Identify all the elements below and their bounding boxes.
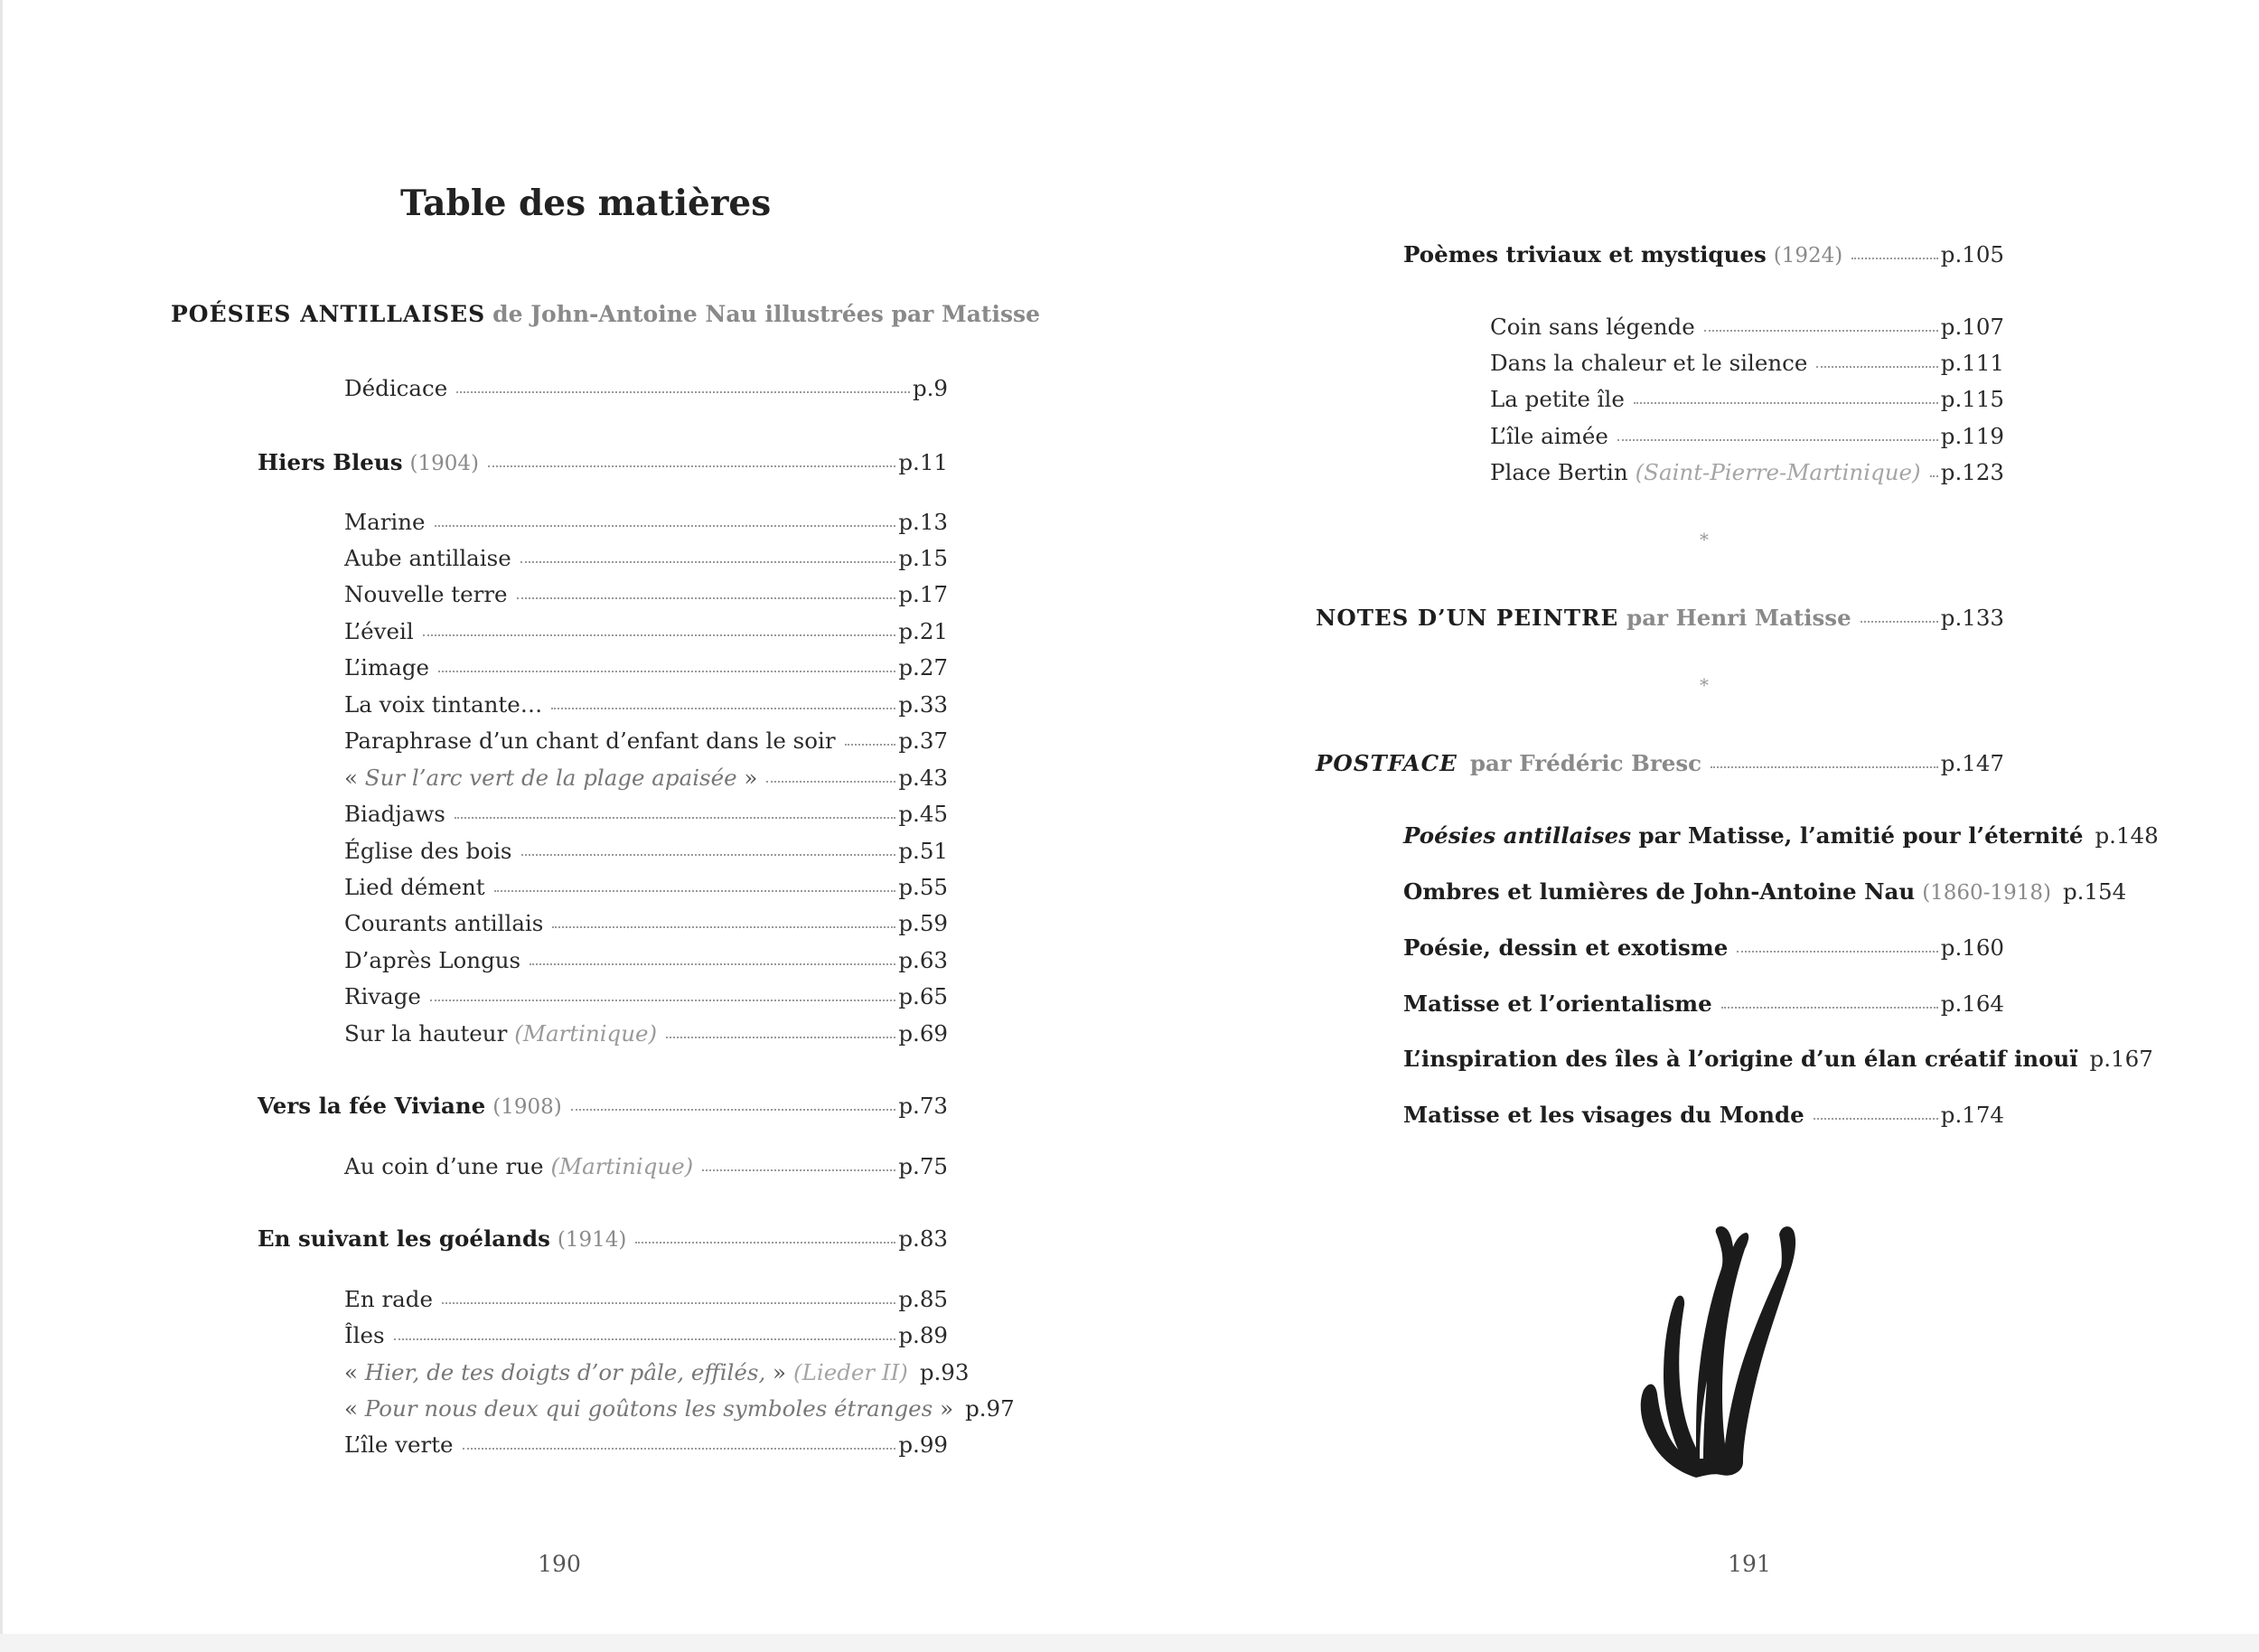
toc-entry-title: Coin sans légende bbox=[1490, 314, 1695, 340]
toc-entry-page: p.154 bbox=[2062, 878, 2127, 905]
toc-entry-page: p.147 bbox=[1940, 750, 2004, 776]
toc-entry-page: p.99 bbox=[898, 1431, 948, 1458]
toc-entry-title: Nouvelle terre bbox=[344, 581, 508, 607]
year: (1860-1918) bbox=[1922, 881, 2051, 905]
location-note: (Martinique) bbox=[514, 1020, 658, 1047]
toc-entry[interactable] bbox=[344, 872, 948, 903]
toc-entry-page: p.164 bbox=[1940, 990, 2004, 1017]
toc-entry[interactable] bbox=[344, 945, 948, 976]
dot-leader bbox=[1814, 1118, 1938, 1120]
toc-entry[interactable] bbox=[344, 799, 948, 830]
toc-entry[interactable] bbox=[344, 1394, 1015, 1424]
toc-entry[interactable] bbox=[344, 908, 948, 939]
dot-leader bbox=[456, 391, 910, 393]
toc-entry-title: Dédicace bbox=[344, 375, 448, 401]
toc-entry-title: L’inspiration des îles à l’origine d’un élan créatif inouï bbox=[1403, 1046, 2078, 1072]
dot-leader bbox=[488, 465, 895, 467]
toc-entry[interactable] bbox=[1490, 348, 2004, 379]
dot-leader bbox=[1930, 475, 1938, 477]
toc-entry-page: p.13 bbox=[898, 509, 948, 535]
toc-entry-title: La petite île bbox=[1490, 386, 1625, 412]
dot-leader bbox=[517, 597, 896, 599]
toc-entry-title: Biadjaws bbox=[344, 801, 445, 827]
toc-entry-notes-peintre[interactable] bbox=[1316, 603, 2004, 634]
toc-entry[interactable] bbox=[344, 1357, 970, 1388]
section-subtitle: de John-Antoine Nau illustrées par Matisse bbox=[492, 301, 1041, 327]
toc-entry[interactable] bbox=[1403, 821, 2159, 851]
dot-leader bbox=[521, 854, 896, 856]
toc-entry-page: p.160 bbox=[1940, 934, 2004, 961]
toc-entry-title: Poésies antillaises par Matisse, l’amitié pour l’éternité bbox=[1403, 822, 2084, 849]
toc-entry-page: p.119 bbox=[1940, 423, 2004, 449]
dot-leader bbox=[666, 1037, 895, 1038]
toc-entry-title: En rade bbox=[344, 1286, 433, 1312]
left-page bbox=[0, 0, 1130, 1634]
toc-entry[interactable] bbox=[344, 507, 948, 538]
toc-entry[interactable] bbox=[1490, 421, 2004, 452]
toc-entry[interactable] bbox=[344, 1018, 948, 1049]
toc-entry-title: Dans la chaleur et le silence bbox=[1490, 350, 1808, 376]
toc-entry-title: Ombres et lumières de John-Antoine Nau (1860-1918) bbox=[1403, 878, 2051, 905]
toc-entry[interactable] bbox=[344, 652, 948, 683]
toc-entry-title: Courants antillais bbox=[344, 910, 544, 936]
toc-group-title: En suivant les goélands (1914) bbox=[258, 1225, 627, 1252]
toc-entry-page: p.17 bbox=[898, 581, 948, 607]
toc-entry-title: Matisse et l’orientalisme bbox=[1403, 990, 1712, 1017]
toc-group-vers-la-fee-viviane[interactable] bbox=[258, 1091, 948, 1122]
toc-entry-title: Marine bbox=[344, 509, 426, 535]
toc-entry-page: p.69 bbox=[898, 1020, 948, 1047]
toc-entry[interactable] bbox=[1403, 1100, 2004, 1131]
toc-entry[interactable] bbox=[344, 1430, 948, 1460]
toc-entry-page: p.33 bbox=[898, 691, 948, 718]
toc-entry-title: Paraphrase d’un chant d’enfant dans le soir bbox=[344, 727, 836, 754]
toc-entry-page: p.107 bbox=[1940, 314, 2004, 340]
toc-entry-page: p.174 bbox=[1940, 1102, 2004, 1128]
toc-entry-title: L’éveil bbox=[344, 618, 414, 644]
dot-leader bbox=[423, 634, 896, 636]
toc-entry-title: L’île aimée bbox=[1490, 423, 1608, 449]
toc-entry-page: p.148 bbox=[2095, 822, 2159, 849]
toc-entry-title: « Hier, de tes doigts d’or pâle, effilés, » (Lieder II) bbox=[344, 1359, 908, 1385]
toc-entry[interactable] bbox=[344, 836, 948, 867]
toc-entry[interactable] bbox=[1403, 877, 2127, 908]
toc-entry-dedicace[interactable] bbox=[344, 373, 948, 404]
toc-entry-page: p.89 bbox=[898, 1322, 948, 1348]
dot-leader bbox=[571, 1109, 896, 1111]
toc-entry-page: p.63 bbox=[898, 947, 948, 973]
toc-entry-title: Matisse et les visages du Monde bbox=[1403, 1102, 1804, 1128]
toc-entry-title: POSTFACE par Frédéric Bresc bbox=[1316, 750, 1702, 776]
dot-leader bbox=[845, 744, 896, 746]
toc-entry-title: L’île verte bbox=[344, 1431, 454, 1458]
toc-group-en-suivant-les-goelands[interactable] bbox=[258, 1224, 948, 1255]
section-heading-poesies bbox=[171, 301, 1040, 327]
toc-entry[interactable] bbox=[1490, 384, 2004, 415]
toc-entry-page: p.93 bbox=[919, 1359, 970, 1385]
toc-entry[interactable] bbox=[344, 726, 948, 756]
dot-leader bbox=[766, 781, 895, 783]
year: (1904) bbox=[409, 452, 479, 475]
toc-entry-title: Poésie, dessin et exotisme bbox=[1403, 934, 1729, 961]
toc-entry[interactable] bbox=[1403, 1044, 2153, 1075]
location-note: (Martinique) bbox=[550, 1153, 694, 1179]
dot-leader bbox=[530, 963, 895, 965]
toc-entry-title: NOTES D’UN PEINTRE par Henri Matisse bbox=[1316, 605, 1851, 631]
dot-leader bbox=[1704, 330, 1938, 332]
dot-leader bbox=[442, 1302, 895, 1304]
dot-leader bbox=[430, 1000, 895, 1001]
toc-entry-title: La voix tintante… bbox=[344, 691, 543, 718]
separator-asterisk: * bbox=[1700, 529, 1709, 550]
toc-entry-title: Au coin d’une rue (Martinique) bbox=[344, 1153, 694, 1179]
toc-entry-page: p.105 bbox=[1940, 241, 2004, 268]
dot-leader bbox=[435, 525, 896, 527]
toc-entry[interactable] bbox=[1490, 312, 2004, 343]
dot-leader bbox=[463, 1448, 896, 1450]
dot-leader bbox=[702, 1169, 895, 1171]
toc-entry[interactable] bbox=[1403, 989, 2004, 1019]
toc-entry-page: p.27 bbox=[898, 654, 948, 681]
dot-leader bbox=[455, 817, 895, 819]
toc-entry-page: p.73 bbox=[898, 1093, 948, 1119]
toc-entry-page: p.85 bbox=[898, 1286, 948, 1312]
toc-entry[interactable] bbox=[344, 543, 948, 574]
toc-entry[interactable] bbox=[344, 690, 948, 720]
dot-leader bbox=[1851, 258, 1938, 259]
toc-group-title: Vers la fée Viviane (1908) bbox=[258, 1093, 562, 1119]
toc-entry-title: Sur la hauteur (Martinique) bbox=[344, 1020, 658, 1047]
separator-asterisk: * bbox=[1700, 674, 1709, 696]
toc-entry[interactable] bbox=[344, 981, 948, 1012]
toc-entry[interactable] bbox=[1490, 457, 2004, 488]
dot-leader bbox=[1711, 766, 1938, 768]
toc-entry-page: p.45 bbox=[898, 801, 948, 827]
dot-leader bbox=[394, 1338, 896, 1340]
toc-group-title: Poèmes triviaux et mystiques (1924) bbox=[1403, 241, 1843, 268]
toc-entry[interactable] bbox=[344, 1151, 948, 1182]
toc-entry-title: Église des bois bbox=[344, 838, 512, 864]
toc-entry-page: p.133 bbox=[1940, 605, 2004, 631]
dot-leader bbox=[635, 1242, 895, 1244]
toc-entry[interactable] bbox=[344, 616, 948, 647]
toc-entry-title: Place Bertin (Saint-Pierre-Martinique) bbox=[1490, 459, 1921, 485]
toc-entry-postface[interactable] bbox=[1316, 748, 2004, 779]
location-note: (Lieder II) bbox=[793, 1359, 908, 1385]
toc-entry-page: p.83 bbox=[898, 1225, 948, 1252]
dot-leader bbox=[1861, 621, 1938, 623]
toc-entry-title: « Sur l’arc vert de la plage apaisée » bbox=[344, 765, 758, 791]
toc-entry-page: p.11 bbox=[898, 449, 948, 475]
toc-entry-title: L’image bbox=[344, 654, 430, 681]
location-note: (Saint-Pierre-Martinique) bbox=[1635, 459, 1921, 485]
section-caps: POÉSIES ANTILLAISES bbox=[171, 301, 486, 327]
toc-entry-title: Lied dément bbox=[344, 874, 485, 900]
page-title: Table des matières bbox=[400, 183, 772, 224]
toc-entry-page: p.115 bbox=[1940, 386, 2004, 412]
dot-leader bbox=[1721, 1007, 1938, 1009]
toc-entry-title: « Pour nous deux qui goûtons les symboles étranges » bbox=[344, 1395, 954, 1422]
toc-entry-page: p.51 bbox=[898, 838, 948, 864]
toc-entry-page: p.43 bbox=[898, 765, 948, 791]
dot-leader bbox=[551, 708, 895, 709]
dot-leader bbox=[1816, 366, 1937, 368]
toc-entry-page: p.37 bbox=[898, 727, 948, 754]
toc-entry-title: Rivage bbox=[344, 983, 421, 1009]
toc-entry-page: p.15 bbox=[898, 545, 948, 571]
toc-entry[interactable] bbox=[1403, 933, 2004, 963]
dot-leader bbox=[1617, 439, 1938, 441]
toc-entry-title: Îles bbox=[344, 1322, 385, 1348]
toc-entry[interactable] bbox=[344, 1284, 948, 1315]
toc-entry-page: p.123 bbox=[1940, 459, 2004, 485]
toc-entry-title: Aube antillaise bbox=[344, 545, 511, 571]
toc-entry-page: p.9 bbox=[912, 375, 948, 401]
toc-entry-page: p.75 bbox=[898, 1153, 948, 1179]
toc-entry-title: D’après Longus bbox=[344, 947, 521, 973]
year: (1914) bbox=[557, 1228, 627, 1252]
year: (1924) bbox=[1773, 244, 1843, 268]
dot-leader bbox=[1634, 402, 1938, 404]
toc-entry[interactable] bbox=[344, 763, 948, 793]
dot-leader bbox=[494, 890, 896, 892]
dot-leader bbox=[520, 561, 896, 563]
footer-strip bbox=[0, 1634, 2259, 1652]
toc-entry-page: p.21 bbox=[898, 618, 948, 644]
page-number-left: 190 bbox=[538, 1551, 581, 1577]
year: (1908) bbox=[492, 1095, 562, 1119]
page-number-right: 191 bbox=[1728, 1551, 1771, 1577]
toc-group-title: Hiers Bleus (1904) bbox=[258, 449, 479, 475]
toc-group-hiers-bleus[interactable] bbox=[258, 447, 948, 479]
dot-leader bbox=[1737, 951, 1937, 953]
toc-entry[interactable] bbox=[344, 1320, 948, 1351]
toc-entry-page: p.65 bbox=[898, 983, 948, 1009]
algae-cutout-icon bbox=[1613, 1222, 1803, 1479]
toc-group-poemes-triviaux[interactable] bbox=[1403, 239, 2004, 271]
toc-entry-page: p.55 bbox=[898, 874, 948, 900]
dot-leader bbox=[552, 926, 895, 928]
toc-entry[interactable] bbox=[344, 579, 948, 610]
toc-entry-page: p.59 bbox=[898, 910, 948, 936]
dot-leader bbox=[438, 671, 895, 672]
toc-entry-page: p.97 bbox=[965, 1395, 1015, 1422]
toc-entry-page: p.167 bbox=[2089, 1046, 2153, 1072]
toc-entry-page: p.111 bbox=[1940, 350, 2004, 376]
